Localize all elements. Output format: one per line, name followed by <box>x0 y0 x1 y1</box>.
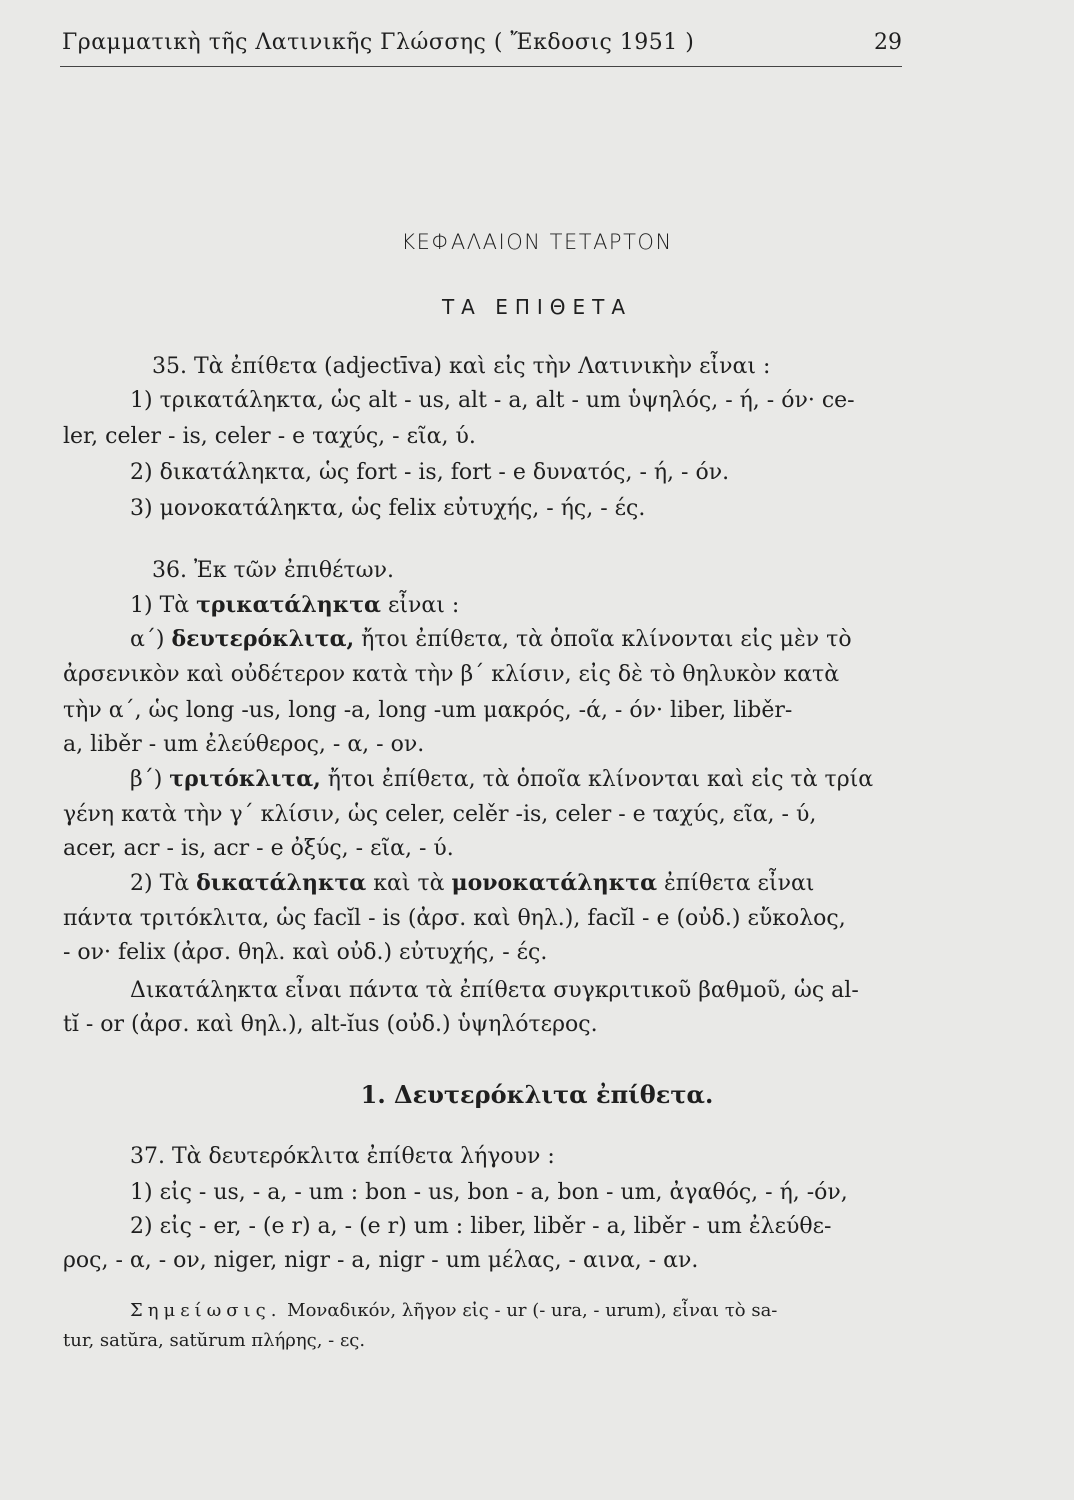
para36-line6: a, liběr - um ἐλεύθερος, - α, - ον. <box>63 732 425 757</box>
subsection-title: 1. Δευτερόκλιτα ἐπίθετα. <box>360 1080 714 1109</box>
note-line1 <box>130 1300 777 1321</box>
para37-line2: 1) εἰς - us, - a, - um : bon - us, bon - a, bon - um, ἀγαθός, - ή, -όν, <box>130 1180 848 1205</box>
para36-line1: 36. Ἐκ τῶν ἐπιθέτων. <box>152 558 394 583</box>
para36-line3-c: ἤτοι ἐπίθετα, τὰ ὁποῖα κλίνονται εἰς μὲν τὸ <box>354 627 852 652</box>
para36-line7-a: β΄) <box>130 767 170 792</box>
para37-line4: ρος, - α, - ον, niger, nigr - a, nigr - um μέλας, - αινα, - αν. <box>63 1248 699 1273</box>
para37-line3: 2) εἰς - er, - (e r) a, - (e r) um : liber, liběr - a, liběr - um ἐλεύθε- <box>130 1214 832 1239</box>
para36-line8: γένη κατὰ τὴν γ΄ κλίσιν, ὡς celer, celěr -is, celer - e ταχύς, εῖα, - ύ, <box>63 802 817 827</box>
para36-line10-e: ἐπίθετα εἶναι <box>657 871 815 896</box>
para35-line3: ler, celer - is, celer - e ταχύς, - εῖα, ύ. <box>63 424 476 449</box>
para36-line7-c: ἤτοι ἐπίθετα, τὰ ὁποῖα κλίνονται καὶ εἰς τὰ τρία <box>320 767 874 792</box>
para36-line10 <box>130 868 814 899</box>
para35-line5: 3) μονοκατάληκτα, ὡς felix εὐτυχής, - ής, - ές. <box>130 496 646 521</box>
page-number: 29 <box>874 30 902 55</box>
para36-line7 <box>130 764 873 795</box>
para35-line4: 2) δικατάληκτα, ὡς fort - is, fort - e δυνατός, - ή, - όν. <box>130 460 730 485</box>
para36-line5: τὴν α΄, ὡς long -us, long -a, long -um μακρός, -ά, - όν· liber, liběr- <box>63 698 793 723</box>
para35-line1: 35. Τὰ ἐπίθετα (adjectīva) καὶ εἰς τὴν Λατινικὴν εἶναι : <box>152 354 771 379</box>
note-line2: tur, satŭra, satŭrum πλήρης, - ες. <box>63 1330 366 1351</box>
running-header: Γραμματικὴ τῆς Λατινικῆς Γλώσσης ( Ἔκδοσις 1951 ) <box>62 30 695 55</box>
term-tritoklita: τριτόκλιτα, <box>169 766 321 792</box>
para36-line2-c: εἶναι : <box>380 593 460 618</box>
para35-line2: 1) τρικατάληκτα, ὡς alt - us, alt - a, alt - um ὑψηλός, - ή, - όν· ce- <box>130 388 855 413</box>
chapter-title: ΚΕΦΑΛΑΙΟΝ ΤΕΤΑΡΤΟΝ <box>401 230 673 254</box>
term-monokatalikta: μονοκατάληκτα <box>451 870 657 896</box>
para36-line9: acer, acr - is, acr - e ὀξύς, - εῖα, - ύ. <box>63 836 454 861</box>
para37-line1: 37. Τὰ δευτερόκλιτα ἐπίθετα λήγουν : <box>130 1144 555 1169</box>
para36-line2-a: 1) Τὰ <box>130 593 197 618</box>
section-title: ΤΑ ΕΠΙΘΕΤΑ <box>441 295 633 319</box>
para36-line10-a: 2) Τὰ <box>130 871 197 896</box>
note-line1-text: Μοναδικόν, λῆγον εἰς - ur (- ura, - urum), εἶναι τὸ sa- <box>281 1300 778 1321</box>
term-trikatalikta: τρικατάληκτα <box>196 592 381 618</box>
para36-line14: tĭ - or (ἀρσ. καὶ θηλ.), alt-ĭus (οὐδ.) ὑψηλότερος. <box>63 1012 598 1037</box>
note-label: Σημείωσις. <box>130 1300 282 1321</box>
para36-line11: πάντα τριτόκλιτα, ὡς facĭl - is (ἀρσ. καὶ θηλ.), facĭl - e (οὐδ.) εὔκολος, <box>63 906 846 931</box>
para36-line2 <box>130 590 459 621</box>
para36-line4: ἀρσενικὸν καὶ οὐδέτερον κατὰ τὴν β΄ κλίσιν, εἰς δὲ τὸ θηλυκὸν κατὰ <box>63 662 840 687</box>
para36-line3-a: α΄) <box>130 627 172 652</box>
para36-line10-c: καὶ τὰ <box>366 871 452 896</box>
para36-line3 <box>130 624 852 655</box>
term-dikatalikta: δικατάληκτα <box>196 870 367 896</box>
para36-line12: - ον· felix (ἀρσ. θηλ. καὶ οὐδ.) εὐτυχής, - ές. <box>63 940 548 965</box>
header-rule <box>60 66 902 67</box>
para36-line13: Δικατάληκτα εἶναι πάντα τὰ ἐπίθετα συγκριτικοῦ βαθμοῦ, ὡς al- <box>130 978 859 1003</box>
term-deuteroklita: δευτερόκλιτα, <box>171 626 355 652</box>
